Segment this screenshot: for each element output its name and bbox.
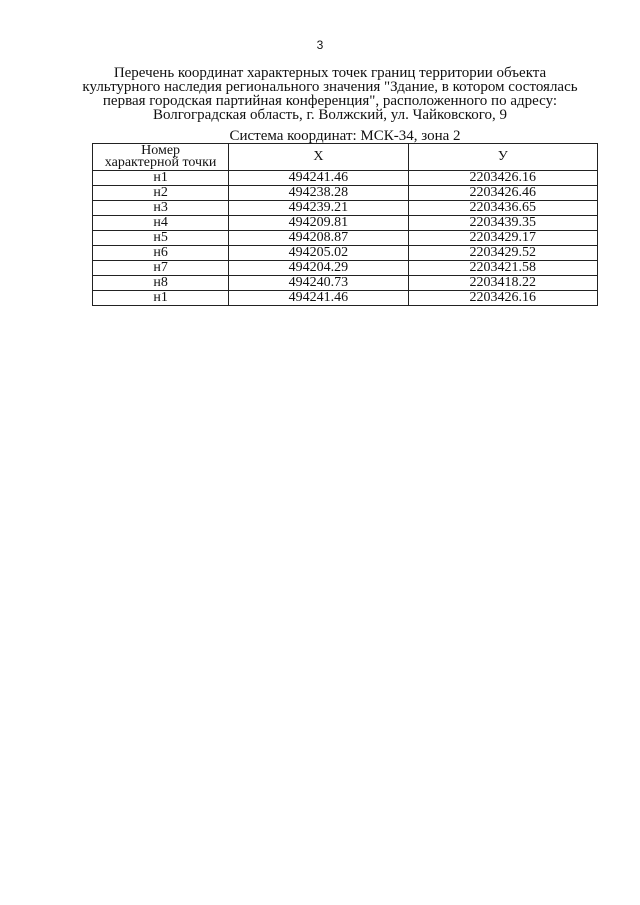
y-coordinate-cell: 2203421.58 bbox=[408, 261, 597, 276]
point-number-cell: н6 bbox=[93, 246, 229, 261]
table-row bbox=[93, 201, 598, 216]
header-point-number-line1: Номер bbox=[141, 143, 181, 158]
point-number-cell: н3 bbox=[93, 201, 229, 216]
point-number-cell: н7 bbox=[93, 261, 229, 276]
header-x: X bbox=[229, 144, 408, 171]
y-coordinate-cell: 2203426.16 bbox=[408, 291, 597, 306]
table-row bbox=[93, 216, 598, 231]
point-number-cell: н4 bbox=[93, 216, 229, 231]
point-number-cell: н5 bbox=[93, 231, 229, 246]
title-line: первая городская партийная конференция", расположенного по адресу: bbox=[102, 93, 558, 109]
x-coordinate-cell: 494241.46 bbox=[229, 291, 408, 306]
y-coordinate-cell: 2203426.46 bbox=[408, 186, 597, 201]
table-row bbox=[93, 171, 598, 186]
y-coordinate-cell: 2203429.17 bbox=[408, 231, 597, 246]
table-row bbox=[93, 276, 598, 291]
header-point-number bbox=[93, 144, 229, 171]
table-row bbox=[93, 246, 598, 261]
title-line: Волгоградская область, г. Волжский, ул. Чайковского, 9 bbox=[152, 107, 508, 123]
document-title bbox=[40, 66, 620, 122]
y-coordinate-cell: 2203429.52 bbox=[408, 246, 597, 261]
page-number: 3 bbox=[316, 38, 324, 52]
x-coordinate-cell: 494241.46 bbox=[229, 171, 408, 186]
table-row bbox=[93, 261, 598, 276]
x-coordinate-cell: 494238.28 bbox=[229, 186, 408, 201]
y-coordinate-cell: 2203426.16 bbox=[408, 171, 597, 186]
x-coordinate-cell: 494240.73 bbox=[229, 276, 408, 291]
header-y: У bbox=[408, 144, 597, 171]
point-number-cell: н2 bbox=[93, 186, 229, 201]
table-row bbox=[93, 291, 598, 306]
header-point-number-line2: характерной точки bbox=[104, 155, 217, 170]
y-coordinate-cell: 2203439.35 bbox=[408, 216, 597, 231]
x-coordinate-cell: 494205.02 bbox=[229, 246, 408, 261]
x-coordinate-cell: 494239.21 bbox=[229, 201, 408, 216]
x-coordinate-cell: 494204.29 bbox=[229, 261, 408, 276]
y-coordinate-cell: 2203436.65 bbox=[408, 201, 597, 216]
title-line: культурного наследия регионального значения "Здание, в котором состоялась bbox=[82, 79, 578, 95]
coordinate-system-caption: Система координат: МСК-34, зона 2 bbox=[229, 128, 461, 144]
point-number-cell: н8 bbox=[93, 276, 229, 291]
x-coordinate-cell: 494209.81 bbox=[229, 216, 408, 231]
point-number-cell: н1 bbox=[93, 171, 229, 186]
x-coordinate-cell: 494208.87 bbox=[229, 231, 408, 246]
y-coordinate-cell: 2203418.22 bbox=[408, 276, 597, 291]
table-row bbox=[93, 186, 598, 201]
point-number-cell: н1 bbox=[93, 291, 229, 306]
title-line: Перечень координат характерных точек границ территории объекта bbox=[113, 65, 547, 81]
table-header-row bbox=[93, 144, 598, 171]
coordinates-table bbox=[92, 143, 598, 306]
table-row bbox=[93, 231, 598, 246]
